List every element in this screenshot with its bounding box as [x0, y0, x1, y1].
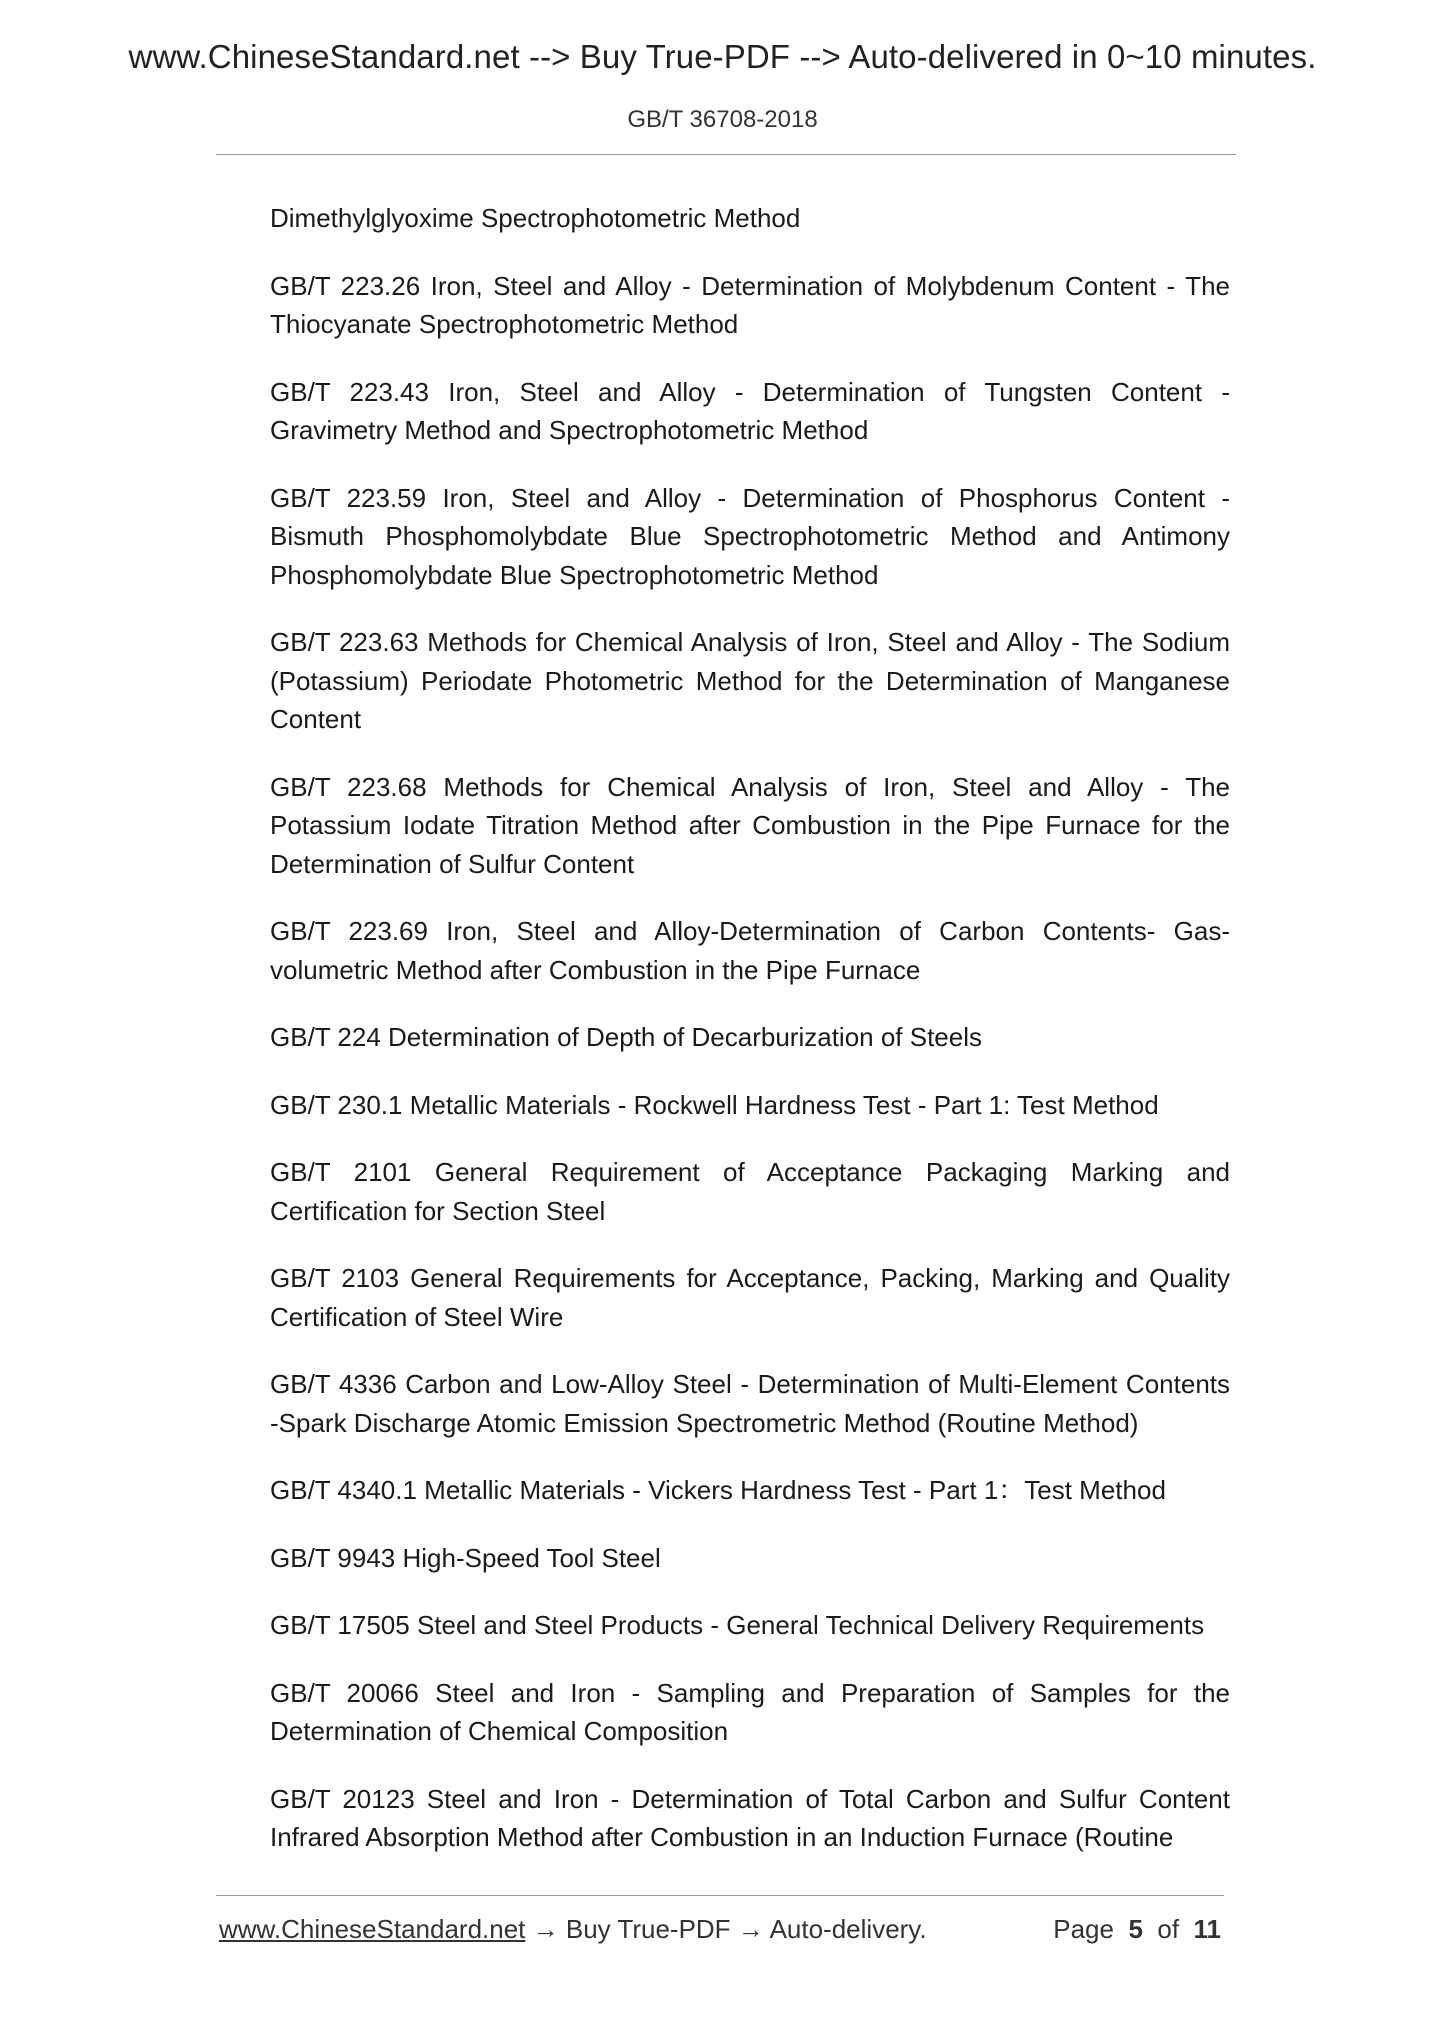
footer-tagline: → Buy True-PDF → Auto-delivery.	[525, 1914, 927, 1944]
site-link[interactable]: www.ChineseStandard.net	[219, 1914, 526, 1944]
reference-item: GB/T 223.26 Iron, Steel and Alloy - Determination of Molybdenum Content - The Thiocyanate Spectrophotometric Method	[270, 270, 1230, 339]
site-banner: www.ChineseStandard.net --> Buy True-PDF --> Auto-delivered in 0~10 minutes.	[128, 38, 1317, 75]
reference-item: GB/T 223.59 Iron, Steel and Alloy - Determination of Phosphorus Content - Bismuth Phosphomolybdate Blue Spectrophotometric Method and Antimony Phosphomolybdate Blue Spectrophotometric Method	[270, 482, 1230, 590]
page-current: 5	[1128, 1914, 1143, 1944]
page-footer	[219, 1914, 1224, 1945]
reference-item: GB/T 2103 General Requirements for Acceptance, Packing, Marking and Quality Certification of Steel Wire	[270, 1263, 1230, 1332]
reference-item: GB/T 230.1 Metallic Materials - Rockwell Hardness Test - Part 1: Test Method	[270, 1089, 1159, 1120]
normative-references-list	[270, 199, 1230, 1886]
header-divider	[216, 154, 1236, 155]
reference-item: GB/T 223.63 Methods for Chemical Analysis of Iron, Steel and Alloy - The Sodium (Potassium) Periodate Photometric Method for the Determination of Manganese Content	[270, 627, 1230, 734]
page-label: Page	[1053, 1914, 1114, 1944]
reference-item: GB/T 224 Determination of Depth of Decarburization of Steels	[270, 1022, 983, 1052]
reference-item: GB/T 20123 Steel and Iron - Determination of Total Carbon and Sulfur Content Infrared Absorption Method after Combustion in an Induction Furnace (Routine	[270, 1783, 1230, 1852]
reference-item: GB/T 223.43 Iron, Steel and Alloy - Determination of Tungsten Content - Gravimetry Method and Spectrophotometric Method	[270, 376, 1230, 445]
reference-item: GB/T 2101 General Requirement of Acceptance Packaging Marking and Certification for Section Steel	[270, 1157, 1230, 1226]
reference-item: GB/T 4340.1 Metallic Materials - Vickers Hardness Test - Part 1：Test Method	[270, 1475, 1166, 1505]
page-of-label: of	[1157, 1914, 1180, 1944]
page-total: 11	[1193, 1914, 1221, 1944]
page-indicator	[1053, 1914, 1221, 1945]
reference-item: GB/T 20066 Steel and Iron - Sampling and Preparation of Samples for the Determination of Chemical Composition	[270, 1677, 1230, 1746]
reference-item: GB/T 4336 Carbon and Low-Alloy Steel - Determination of Multi-Element Contents -Spark Discharge Atomic Emission Spectrometric Method (Routine Method)	[270, 1369, 1230, 1438]
reference-item: GB/T 223.69 Iron, Steel and Alloy-Determination of Carbon Contents- Gas-volumetric Method after Combustion in the Pipe Furnace	[270, 916, 1230, 985]
reference-item: GB/T 9943 High-Speed Tool Steel	[270, 1542, 661, 1573]
footer-divider	[216, 1895, 1224, 1896]
document-code: GB/T 36708-2018	[627, 106, 818, 133]
reference-item: GB/T 17505 Steel and Steel Products - General Technical Delivery Requirements	[270, 1610, 1205, 1640]
reference-item: Dimethylglyoxime Spectrophotometric Method	[270, 203, 801, 233]
reference-item: GB/T 223.68 Methods for Chemical Analysis of Iron, Steel and Alloy - The Potassium Iodate Titration Method after Combustion in the Pipe Furnace for the Determination of Sulfur Content	[270, 771, 1230, 879]
